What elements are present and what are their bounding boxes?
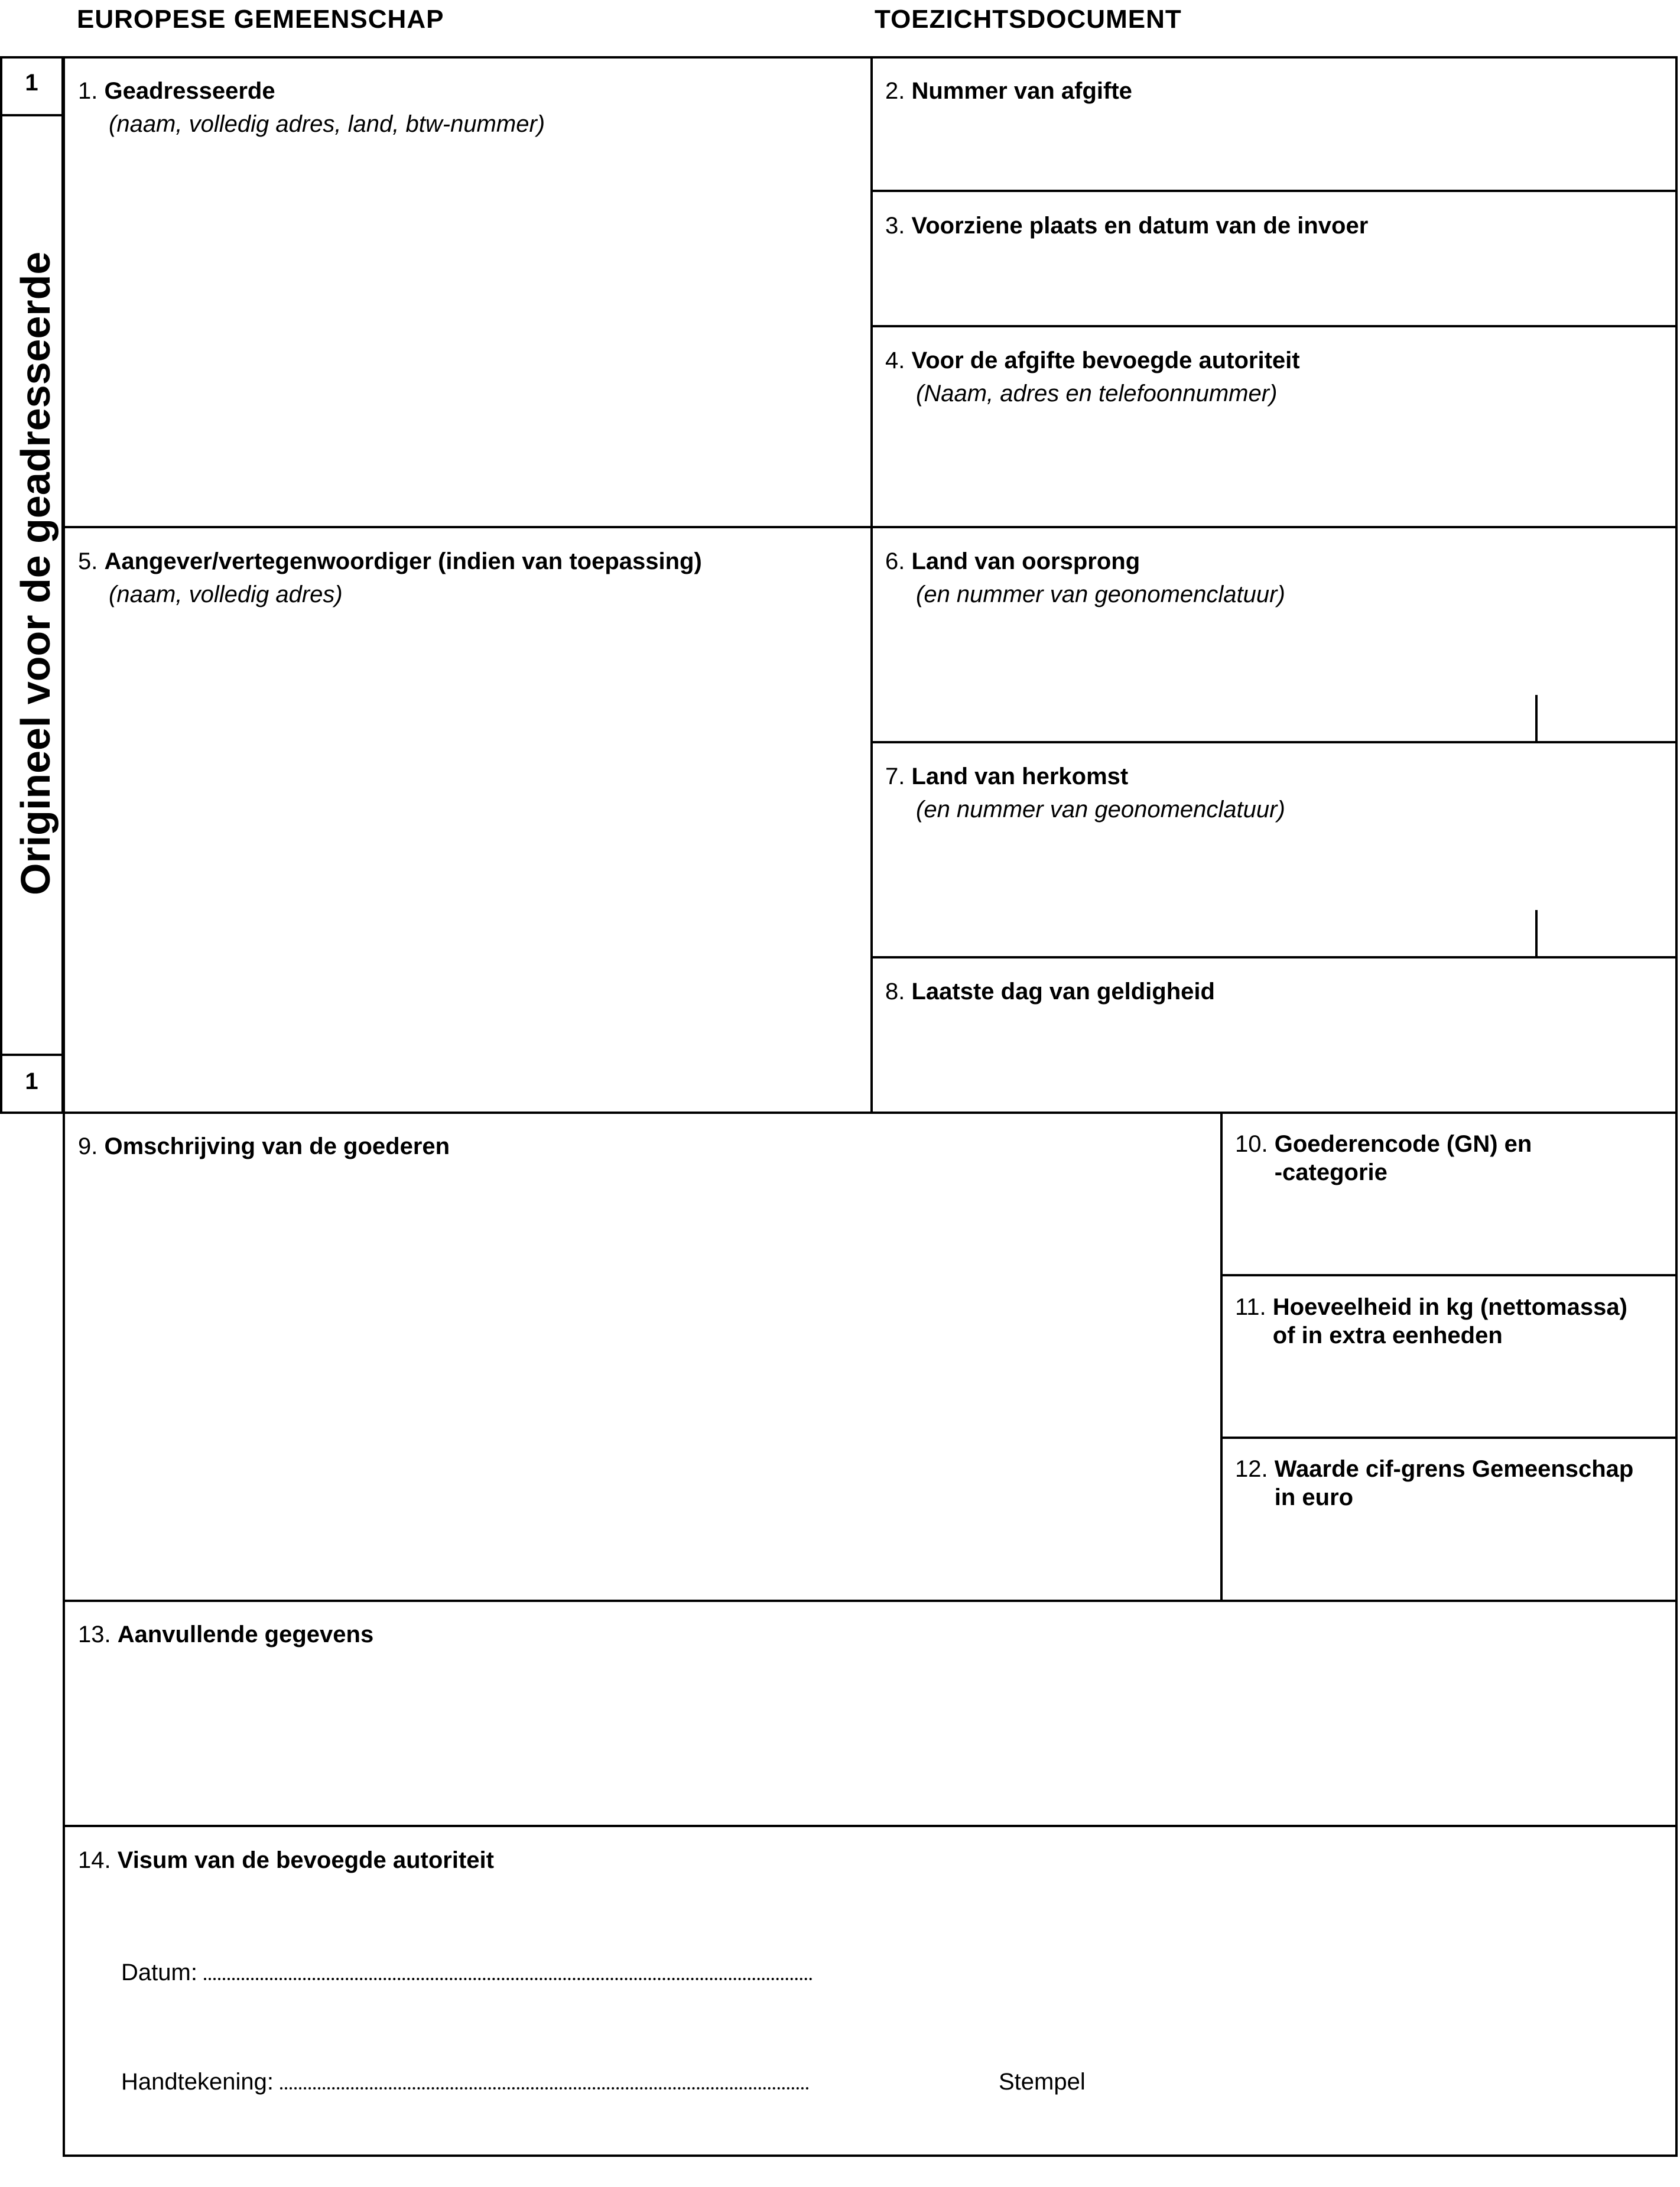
divider-1-5 [63, 526, 1678, 528]
field-5-subtitle: (naam, volledig adres) [109, 581, 343, 607]
field-10-goods-code[interactable] [1235, 1130, 1532, 1187]
date-dotted-line[interactable] [204, 1961, 813, 1980]
divider-3-4 [870, 325, 1678, 327]
field-12-cif-value[interactable] [1235, 1455, 1633, 1512]
field-4-title: Voor de afgifte bevoegde autoriteit [911, 347, 1300, 373]
field-2-title: Nummer van afgifte [911, 78, 1132, 104]
signature-label: Handtekening: [121, 2069, 274, 2095]
header-document-type: TOEZICHTSDOCUMENT [875, 5, 1182, 34]
field-7-country-of-consignment[interactable] [885, 760, 1285, 826]
field-9-title: Omschrijving van de goederen [104, 1133, 450, 1159]
field-11-number: 11. [1235, 1294, 1266, 1320]
field-10-title [1275, 1130, 1532, 1187]
divider-13-14 [63, 1825, 1678, 1827]
field-5-number: 5. [78, 548, 98, 574]
field-14-title: Visum van de bevoegde autoriteit [117, 1847, 494, 1873]
field-14-authority-endorsement [78, 1844, 494, 1877]
field-4-subtitle: (Naam, adres en telefoonnummer) [916, 381, 1278, 407]
field-3-title: Voorziene plaats en datum van de invoer [911, 213, 1369, 239]
goods-column-divider [1220, 1112, 1223, 1602]
field-6-country-of-origin[interactable] [885, 545, 1285, 611]
field-4-issuing-authority[interactable] [885, 344, 1300, 410]
field-13-number: 13. [78, 1621, 111, 1647]
field-4-number: 4. [885, 347, 905, 373]
divider-11-12 [1220, 1437, 1678, 1439]
signature-dotted-line[interactable] [280, 2071, 809, 2089]
divider-top-goods [63, 1112, 1678, 1114]
field-3-number: 3. [885, 213, 905, 239]
divider-goods-13 [63, 1600, 1678, 1602]
signature-line[interactable] [121, 2065, 809, 2098]
field-7-number: 7. [885, 763, 905, 789]
field-10-title-line2: -categorie [1274, 1159, 1387, 1185]
field-12-title [1275, 1455, 1634, 1512]
field-1-consignee[interactable] [78, 74, 545, 141]
field-6-number: 6. [885, 548, 905, 574]
field-8-number: 8. [885, 979, 905, 1005]
field-12-title-line1: Waarde cif-grens Gemeenschap [1274, 1456, 1634, 1482]
field-1-title: Geadresseerde [104, 78, 275, 104]
field-8-expiry-date[interactable] [885, 975, 1215, 1008]
divider-10-11 [1220, 1274, 1678, 1276]
field-5-title: Aangever/vertegenwoordiger (indien van toepassing) [104, 548, 702, 574]
field-13-additional-info[interactable] [78, 1618, 373, 1651]
stamp-label: Stempel [999, 2069, 1086, 2095]
divider-6-7 [870, 741, 1678, 743]
field-9-number: 9. [78, 1133, 98, 1159]
field-8-title: Laatste dag van geldigheid [911, 979, 1215, 1005]
field-10-number: 10. [1235, 1131, 1268, 1157]
date-line[interactable] [121, 1956, 813, 1989]
copy-strip-top-divider [0, 114, 64, 116]
field-7-title: Land van herkomst [911, 763, 1129, 789]
date-label: Datum: [121, 1959, 197, 1985]
field-2-number: 2. [885, 78, 905, 104]
field-2-issue-number[interactable] [885, 74, 1132, 108]
header-community: EUROPESE GEMEENSCHAP [77, 5, 444, 34]
field-6-subtitle: (en nummer van geonomenclatuur) [916, 581, 1285, 607]
copy-number-bottom: 1 [25, 1068, 38, 1094]
field-1-number: 1. [78, 78, 98, 104]
field-9-goods-description[interactable] [78, 1130, 450, 1163]
field-11-title-line1: Hoeveelheid in kg (nettomassa) [1272, 1294, 1627, 1320]
field-14-number: 14. [78, 1847, 111, 1873]
divider-7-8 [870, 956, 1678, 958]
field-1-subtitle: (naam, volledig adres, land, btw-nummer) [109, 111, 545, 137]
top-column-divider [870, 56, 873, 1114]
field-7-subtitle: (en nummer van geonomenclatuur) [916, 797, 1285, 823]
field-10-title-line1: Goederencode (GN) en [1274, 1131, 1532, 1157]
field-11-title [1273, 1293, 1627, 1350]
copy-label: Origineel voor de geadresseerde [12, 251, 59, 895]
copy-strip-bottom-divider [0, 1054, 64, 1056]
field-7-code-separator [1535, 910, 1538, 957]
field-13-title: Aanvullende gegevens [117, 1621, 374, 1647]
field-6-code-separator [1535, 695, 1538, 742]
field-11-title-line2: of in extra eenheden [1272, 1322, 1503, 1348]
field-3-import-place-date[interactable] [885, 209, 1368, 242]
field-11-quantity[interactable] [1235, 1293, 1627, 1350]
field-6-title: Land van oorsprong [911, 548, 1140, 574]
field-12-title-line2: in euro [1274, 1484, 1354, 1510]
field-5-declarant[interactable] [78, 545, 702, 611]
field-12-number: 12. [1235, 1456, 1268, 1482]
copy-number-top: 1 [25, 70, 38, 96]
divider-2-3 [870, 190, 1678, 192]
